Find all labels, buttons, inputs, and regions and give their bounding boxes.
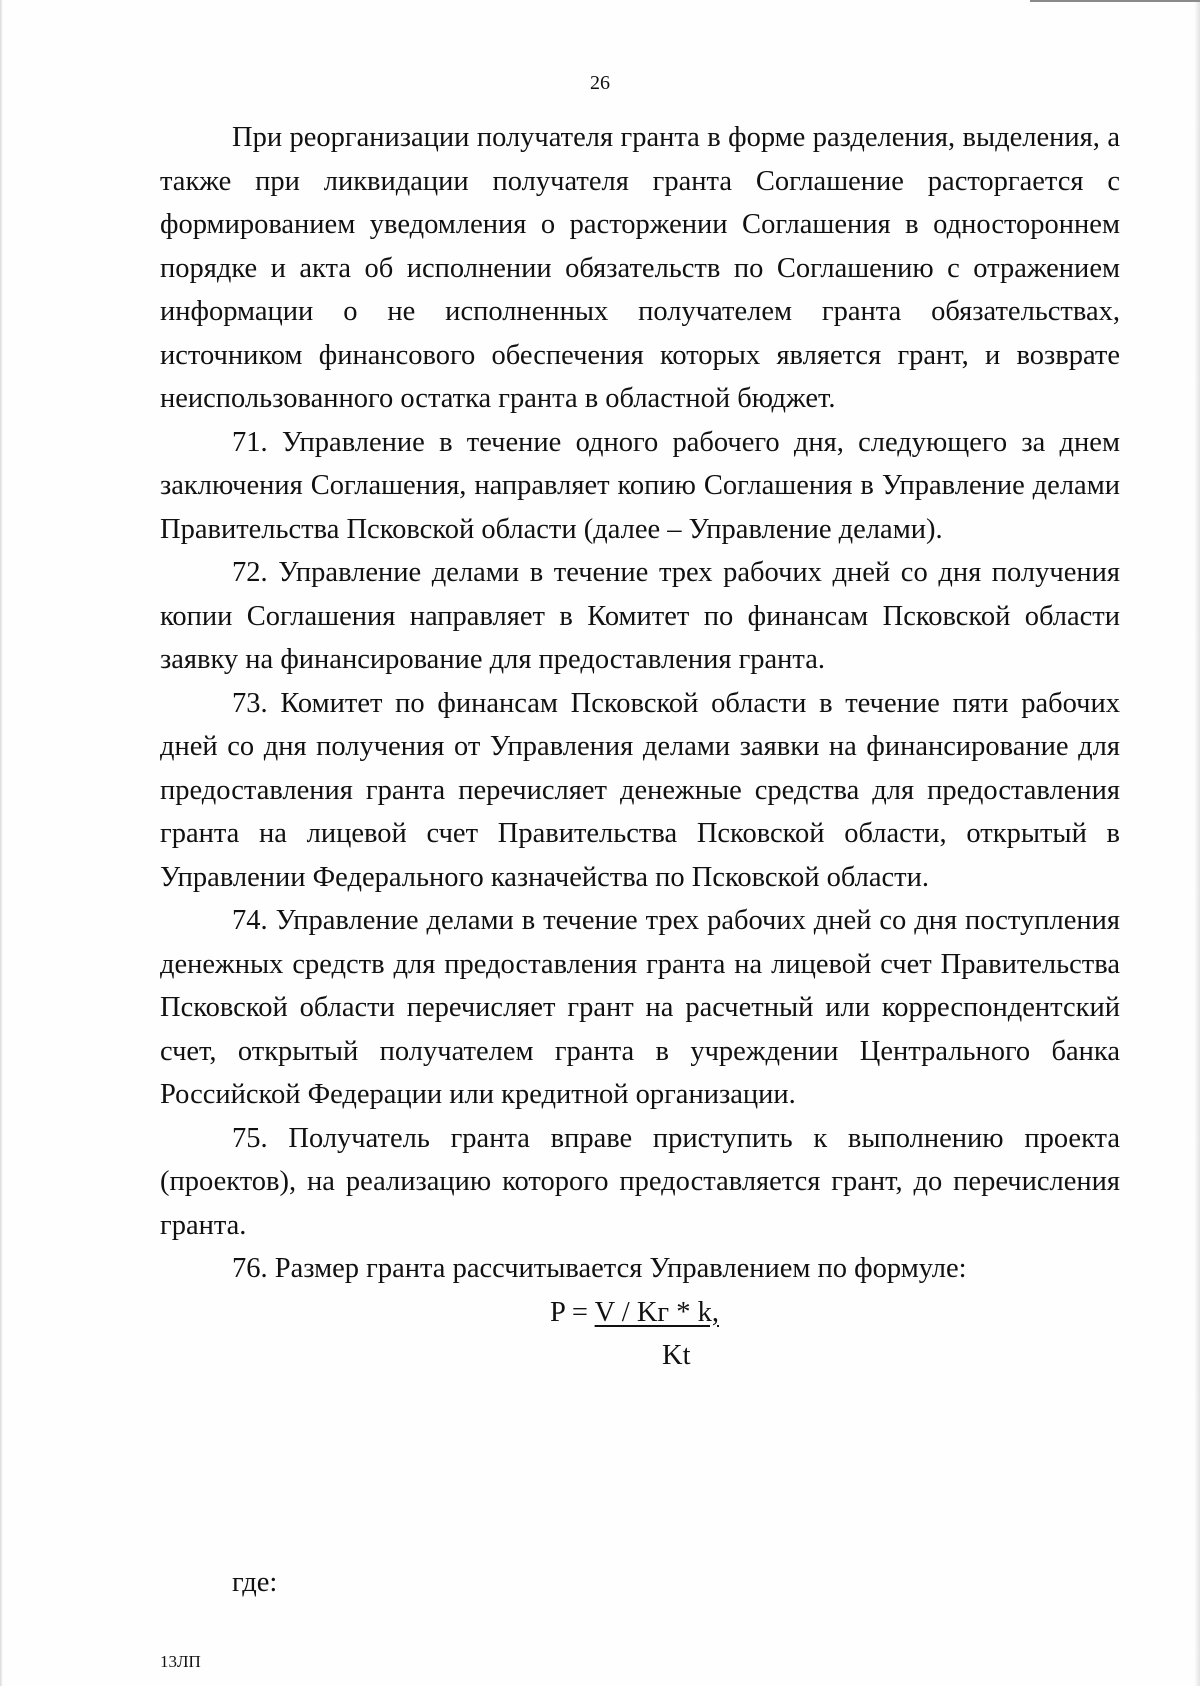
formula-denominator: Kt: [662, 1339, 691, 1371]
paragraph-76: 76. Размер гранта рассчитывается Управлением по формуле:: [232, 1253, 967, 1284]
page-number: 26: [590, 72, 610, 94]
paragraph-75: 75. Получатель гранта вправе приступить к выполнению проекта (проектов), на реализацию которого предоставляется грант, до перечисления гранта.: [160, 1122, 1120, 1241]
scan-corner-mark: [1030, 0, 1200, 2]
paragraph-72: 72. Управление делами в течение трех рабочих дней со дня получения копии Соглашения направляет в Комитет по финансам Псковской области заявку на финансирование для предоставления гранта.: [160, 557, 1120, 675]
paragraph-termination: При реорганизации получателя гранта в форме разделения, выделения, а также при ликвидации получателя гранта Соглашение расторгается с формированием уведомления о расторжении Соглашения в одностороннем порядке и акта об исполнении обязательств по Соглашению с отражением информации о не исполненных получателем гранта обязательствах, источником финансового обеспечения которых является грант, и возврате неиспользованного остатка гранта в областной бюджет.: [160, 122, 1120, 414]
footer-code: 13ЛП: [160, 1652, 201, 1671]
paragraph-71: 71. Управление в течение одного рабочего дня, следующего за днем заключения Соглашения, направляет копию Соглашения в Управление делами Правительства Псковской области (далее – Управление делами).: [160, 426, 1120, 545]
formula-lhs: P =: [550, 1296, 595, 1328]
scan-edge-left: [0, 0, 3, 1686]
paragraph-74: 74. Управление делами в течение трех рабочих дней со дня поступления денежных средств для предоставления гранта на лицевой счет Правительства Псковской области перечисляет грант на расчетный или корреспондентский счет, открытый получателем гранта в учреждении Центрального банка Российской Федерации или кредитной организации.: [160, 905, 1120, 1110]
grant-formula: [160, 1291, 1120, 1381]
body-text: [160, 116, 1120, 1381]
formula-top-line: [550, 1291, 719, 1335]
paragraph-73: 73. Комитет по финансам Псковской области в течение пяти рабочих дней со дня получения от Управления делами заявки на финансирование для предоставления гранта перечисляет денежные средства для предоставления гранта на лицевой счет Правительства Псковской области, открытый в Управлении Федерального казначейства по Псковской области.: [160, 687, 1120, 893]
scan-edge-right: [1194, 0, 1200, 1686]
where-label: где:: [232, 1567, 278, 1598]
formula-numerator: V / Kг * k,: [594, 1296, 719, 1328]
